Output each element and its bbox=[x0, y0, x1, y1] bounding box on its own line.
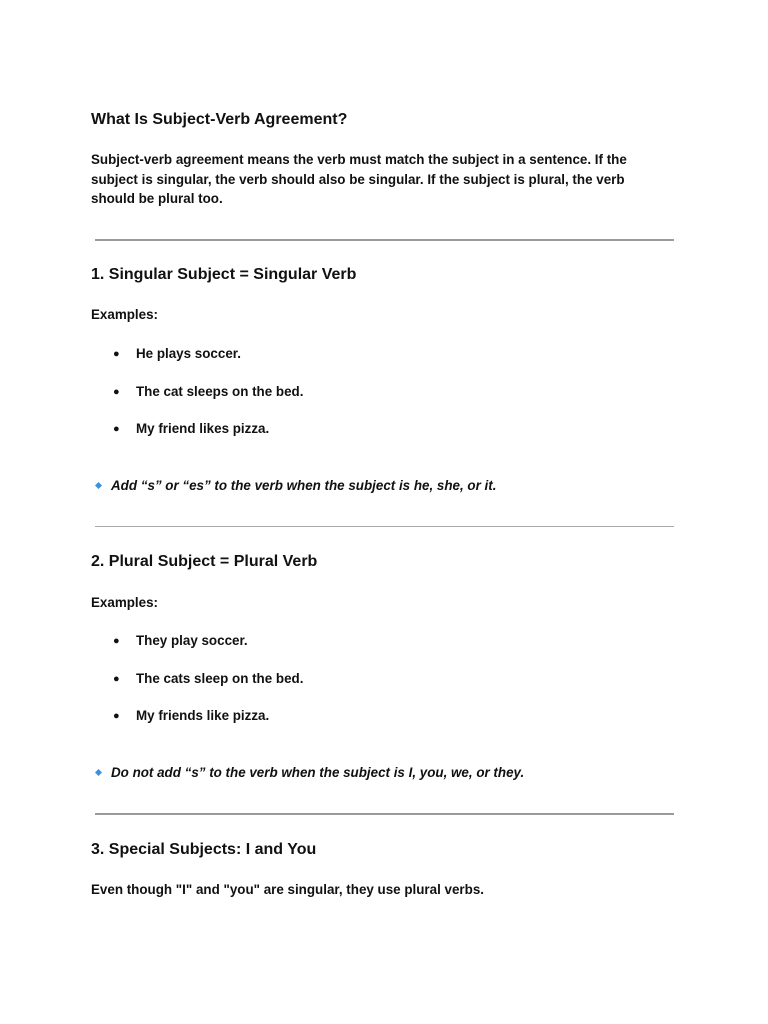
bullet-icon: ● bbox=[113, 348, 120, 360]
bullet-icon: ● bbox=[113, 423, 120, 435]
example-text: My friends like pizza. bbox=[136, 708, 270, 723]
section-heading-singular: 1. Singular Subject = Singular Verb bbox=[91, 266, 357, 283]
bullet-icon: ● bbox=[113, 385, 120, 398]
note-text: Do not add “s” to the verb when the subject is I, you, we, or they. bbox=[111, 765, 525, 780]
examples-label: Examples: bbox=[91, 595, 158, 610]
bullet-icon: ● bbox=[113, 710, 120, 722]
note-singular bbox=[91, 477, 496, 495]
section-heading-plural: 2. Plural Subject = Plural Verb bbox=[91, 553, 318, 570]
examples-label: Examples: bbox=[91, 307, 158, 322]
note-text: Add “s” or “es” to the verb when the subject is he, she, or it. bbox=[111, 478, 497, 493]
diamond-icon bbox=[95, 769, 102, 776]
page-title: What Is Subject-Verb Agreement? bbox=[91, 111, 348, 128]
example-text: The cat sleeps on the bed. bbox=[136, 383, 304, 399]
example-text: He plays soccer. bbox=[136, 346, 241, 361]
note-plural bbox=[91, 764, 524, 782]
example-text: My friend likes pizza. bbox=[136, 421, 270, 436]
section-divider bbox=[95, 813, 674, 815]
example-text: The cats sleep on the bed. bbox=[136, 670, 304, 686]
section-heading-special: 3. Special Subjects: I and You bbox=[91, 841, 317, 858]
section-divider bbox=[95, 239, 674, 241]
diamond-icon bbox=[95, 482, 102, 489]
intro-paragraph: Subject-verb agreement means the verb must match the subject in a sentence. If the subject is singular, the verb should also be singular. If the subject is plural, the verb should be plural too. bbox=[91, 152, 627, 206]
section-body: Even though "I" and "you" are singular, they use plural verbs. bbox=[91, 882, 484, 897]
bullet-icon: ● bbox=[113, 672, 120, 685]
example-text: They play soccer. bbox=[136, 633, 248, 648]
section-divider bbox=[95, 526, 674, 527]
bullet-icon: ● bbox=[113, 635, 120, 647]
